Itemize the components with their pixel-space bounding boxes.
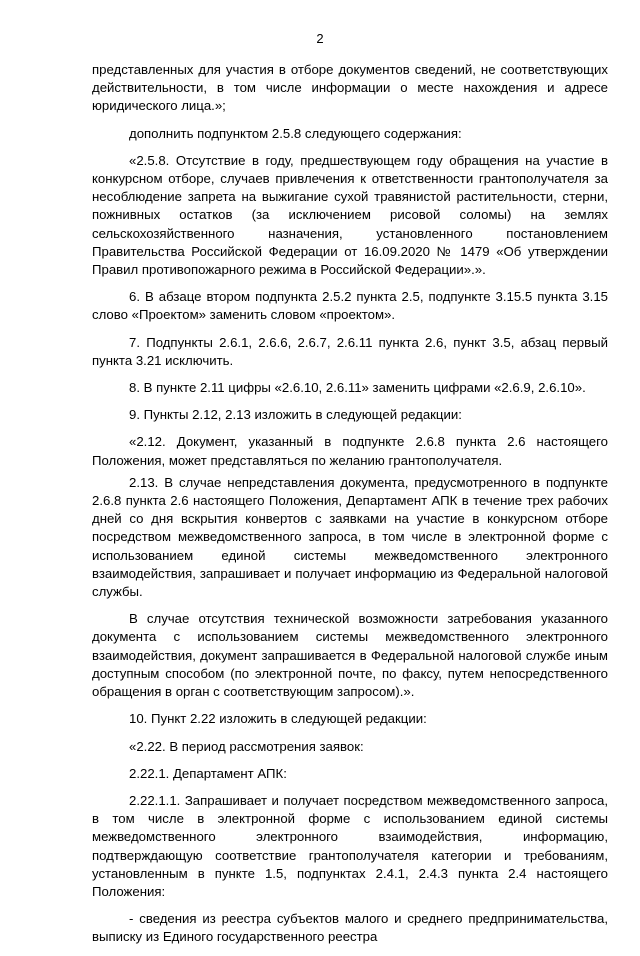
paragraph: 7. Подпункты 2.6.1, 2.6.6, 2.6.7, 2.6.11 пункта 2.6, пункт 3.5, абзац первый пункта 3.21 исключить. bbox=[92, 334, 608, 368]
paragraph-continuation: представленных для участия в отборе документов сведений, не соответствующих действительности, в том числе информации о месте нахождения и адресе юридического лица.»; bbox=[92, 62, 608, 114]
paragraph: 9. Пункты 2.12, 2.13 изложить в следующей редакции: bbox=[129, 407, 462, 423]
paragraph: 8. В пункте 2.11 цифры «2.6.10, 2.6.11» заменить цифрами «2.6.9, 2.6.10». bbox=[129, 380, 586, 396]
paragraph: - сведения из реестра субъектов малого и среднего предпринимательства, выписку из Единого государственного реестра bbox=[92, 911, 608, 945]
paragraph: В случае отсутствия технической возможности затребования указанного документа с использованием системы межведомственного электронного взаимодействия, документ запрашивается в Федеральной налоговой службе иным доступным способом (по электронной почте, по факсу, путем непосредственного обращения в орган с соответствующим запросом).». bbox=[92, 611, 608, 700]
paragraph: «2.22. В период рассмотрения заявок: bbox=[129, 738, 364, 754]
paragraph: 2.22.1.1. Запрашивает и получает посредством межведомственного запроса, в том числе в электронной форме с использованием единой системы межведомственного электронного взаимодействия, информацию, подтверждающую соответствие грантополучателя категории и требованиям, установленным в пункте 1.5, подпунктах 2.4.1, 2.4.3 пункта 2.4 настоящего Положения: bbox=[92, 792, 608, 899]
paragraph: 2.22.1. Департамент АПК: bbox=[129, 765, 287, 781]
paragraph: 6. В абзаце втором подпункта 2.5.2 пункта 2.5, подпункте 3.15.5 пункта 3.15 слово «Проектом» заменить словом «проектом». bbox=[92, 289, 608, 323]
paragraph: «2.12. Документ, указанный в подпункте 2.6.8 пункта 2.6 настоящего Положения, может представляться по желанию грантополучателя. bbox=[92, 434, 608, 468]
paragraph: 2.13. В случае непредставления документа, предусмотренного в подпункте 2.6.8 пункта 2.6 настоящего Положения, Департамент АПК в течение трех рабочих дней со дня вскрытия конвертов с заявками на участие в конкурсном отборе посредством межведомственного запроса, в том числе в электронной форме с использованием единой системы межведомственного электронного взаимодействия, запрашивает и получает информацию из Федеральной налоговой службы. bbox=[92, 474, 608, 600]
paragraph: «2.5.8. Отсутствие в году, предшествующем году обращения на участие в конкурсном отборе, случаев привлечения к ответственности грантополучателя за несоблюдение запрета на выжигание сухой травянистой растительности, стерни, пожнивных остатков (за исключением рисовой соломы) на землях сельскохозяйственного назначения, установленного постановлением Правительства Российской Федерации от 16.09.2020 № 1479 «Об утверждении Правил противопожарного режима в Российской Федерации».». bbox=[92, 152, 608, 278]
page-number: 2 bbox=[316, 31, 324, 46]
paragraph: 10. Пункт 2.22 изложить в следующей редакции: bbox=[129, 711, 427, 727]
document-body bbox=[92, 61, 608, 956]
paragraph: дополнить подпунктом 2.5.8 следующего содержания: bbox=[129, 125, 462, 141]
